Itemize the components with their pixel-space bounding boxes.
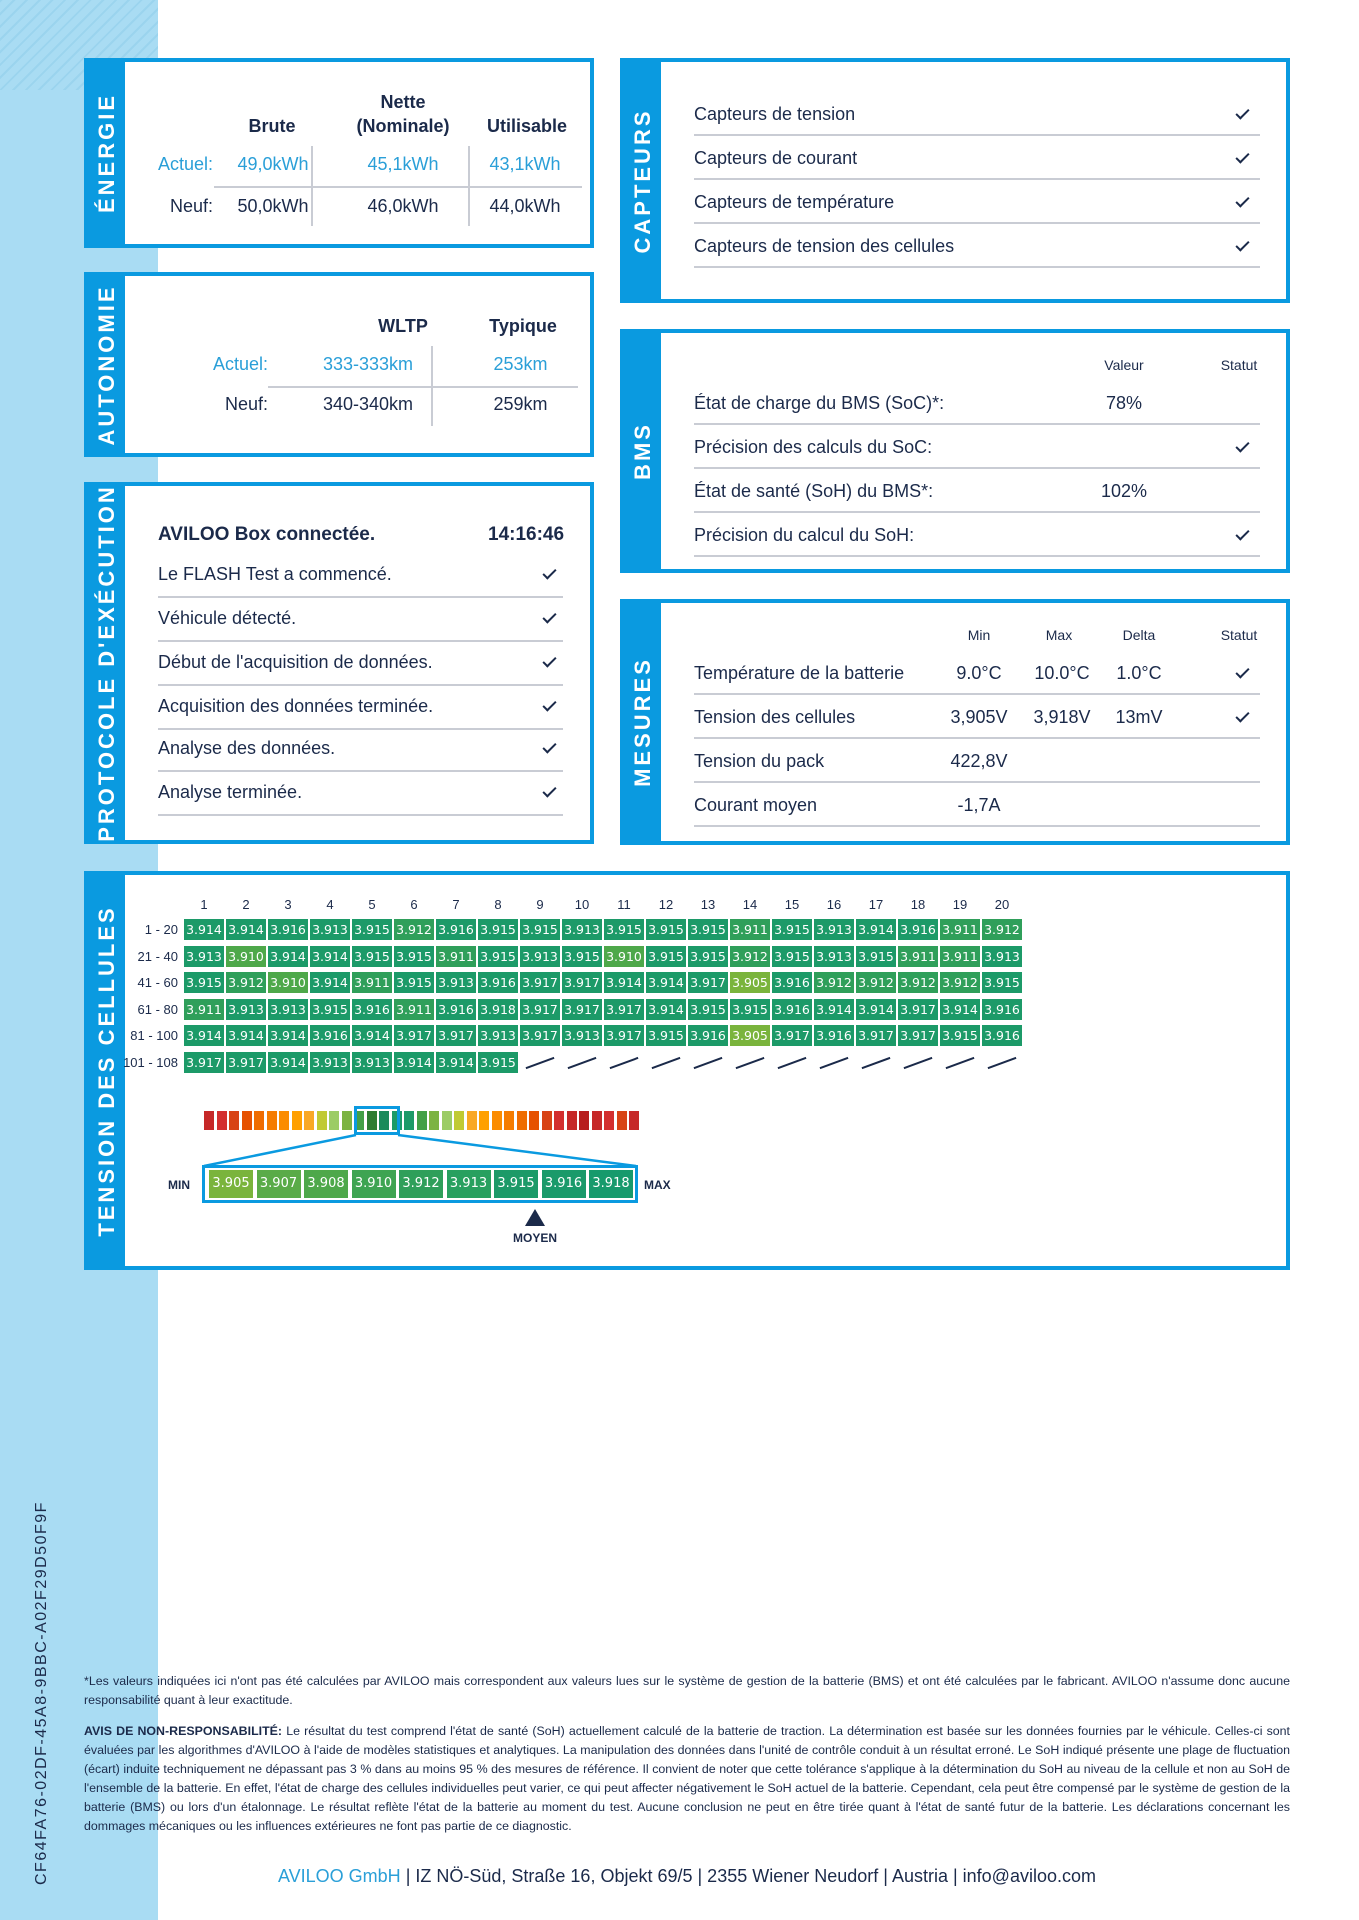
scale-value: 3.915 [492,1170,538,1198]
cell-voltage: 3.910 [226,946,266,967]
cell-voltage: 3.915 [646,1025,686,1046]
check-icon [1235,664,1249,678]
cell-voltage: 3.915 [646,919,686,940]
cell-voltage: 3.911 [730,919,770,940]
cell-voltage: 3.912 [730,946,770,967]
cell-voltage: 3.915 [688,919,728,940]
cell-voltage: 3.917 [520,972,560,993]
mesures-col-delta: Delta [1122,627,1156,643]
col-utilisable: Utilisable [486,116,568,136]
cell-voltage: 3.914 [310,946,350,967]
cell-voltage: 3.916 [478,972,518,993]
protocole-divider [158,684,563,686]
cell-voltage: 3.914 [814,999,854,1020]
actuel-label: Actuel: [157,154,213,174]
mesure-delta: 13mV [1115,707,1163,727]
row-label: 61 - 80 [137,1001,178,1017]
autonomie-neuf-label: Neuf: [224,394,268,414]
protocole-panel [84,482,594,844]
column-number: 12 [658,897,674,912]
cell-voltage: 3.913 [814,919,854,940]
cell-voltage: 3.911 [436,946,476,967]
column-number: 20 [994,897,1010,912]
autonomie-actuel-label: Actuel: [212,354,268,374]
protocole-header: AVILOO Box connectée. [158,524,376,545]
mesure-min: 3,905V [950,707,1008,727]
cell-voltage: 3.911 [184,999,224,1020]
mesure-max: 3,918V [1033,707,1091,727]
cell-voltage: 3.916 [982,999,1022,1020]
column-number: 2 [242,897,250,912]
col-brute: Brute [248,116,296,136]
row-label: 101 - 108 [123,1054,178,1070]
cell-voltage: 3.913 [310,1052,350,1073]
cell-voltage: 3.915 [310,999,350,1020]
column-number: 6 [410,897,418,912]
scale-value: 3.908 [302,1170,348,1198]
column-number: 8 [494,897,502,912]
scale-value: 3.916 [540,1170,586,1198]
cell-voltage: 3.915 [940,1025,980,1046]
autonomie-neuf-wltp: 340-340km [322,394,414,414]
cell-voltage: 3.914 [352,1025,392,1046]
cell-voltage: 3.915 [478,946,518,967]
column-number: 9 [536,897,544,912]
check-icon [1235,105,1249,119]
cell-voltage: 3.917 [562,972,602,993]
cell-voltage: 3.910 [268,972,308,993]
cell-voltage: 3.912 [982,919,1022,940]
row-label: 81 - 100 [130,1028,178,1043]
cell-voltage: 3.905 [730,972,770,993]
scale-max-label: MAX [644,1178,671,1192]
mesures-col-min: Min [967,627,991,643]
cell-voltage: 3.914 [184,1025,224,1046]
cell-voltage: 3.913 [226,999,266,1020]
autonomie-actuel-wltp: 333-333km [322,354,414,374]
cell-voltage: 3.915 [394,972,434,993]
cell-voltage: 3.917 [436,1025,476,1046]
energy-neuf-utilisable: 44,0kWh [489,196,561,216]
document-id: CF64FA76-02DF-45A8-9BBC-A02F29D50F9F [33,1501,50,1885]
bms-row-label: État de charge du BMS (SoC)*: [694,393,945,413]
cell-voltage: 3.916 [268,919,308,940]
mesure-divider [694,825,1260,827]
column-number: 10 [574,897,590,912]
cell-voltage: 3.915 [772,946,812,967]
check-icon [542,653,556,667]
check-icon [1235,193,1249,207]
cell-voltage: 3.915 [394,946,434,967]
cell-voltage: 3.916 [982,1025,1022,1046]
cell-voltage: 3.913 [562,1025,602,1046]
capteur-divider [694,178,1260,180]
cell-voltage: 3.911 [898,946,938,967]
cell-voltage: 3.914 [940,999,980,1020]
capteur-item: Capteurs de courant [694,148,858,168]
cell-voltage: 3.915 [856,946,896,967]
cell-voltage: 3.914 [184,919,224,940]
cell-voltage: 3.916 [898,919,938,940]
protocole-divider [158,640,563,642]
cell-voltage: 3.918 [478,999,518,1020]
footer-note: *Les valeurs indiquées ici n'ont pas été calculées par AVILOO mais correspondent aux valeurs lues sur le système de gestion de la batterie (BMS) et ont été calculées par le fabricant. AVILOO n'assume donc aucune responsabilité quant à leur exactitude. [84,1674,1290,1707]
protocole-item: Le FLASH Test a commencé. [158,564,392,584]
bms-col-statut: Statut [1220,357,1258,373]
energy-title: ÉNERGIE [93,92,119,214]
protocole-item: Acquisition des données terminée. [158,696,434,716]
footer-contact [84,1866,1290,1887]
scale-value: 3.913 [445,1170,491,1198]
cell-voltage: 3.913 [268,999,308,1020]
cell-voltage: 3.914 [268,1052,308,1073]
check-icon [1235,237,1249,251]
bms-divider [694,423,1260,425]
energy-actuel-nette: 45,1kWh [367,154,439,174]
cell-voltage: 3.912 [394,919,434,940]
cell-voltage: 3.915 [478,919,518,940]
cell-voltage: 3.913 [814,946,854,967]
cell-voltage: 3.913 [520,946,560,967]
cell-voltage: 3.915 [478,1052,518,1073]
check-icon [1235,708,1249,722]
scale-value: 3.905 [207,1170,253,1198]
capteurs-title: CAPTEURS [629,107,655,254]
capteur-item: Capteurs de température [694,192,895,212]
neuf-label: Neuf: [169,196,213,216]
check-icon [542,739,556,753]
column-number: 19 [952,897,968,912]
cell-voltage: 3.910 [604,946,644,967]
check-icon [542,565,556,579]
cell-voltage: 3.915 [604,919,644,940]
protocole-item: Début de l'acquisition de données. [158,652,433,672]
mesure-label: Tension des cellules [694,707,856,727]
protocole-item: Analyse terminée. [158,782,303,802]
column-number: 13 [700,897,716,912]
bms-title: BMS [629,422,655,480]
protocole-divider [158,814,563,816]
column-number: 16 [826,897,842,912]
cell-voltage: 3.916 [352,999,392,1020]
column-number: 7 [452,897,460,912]
scale-value: 3.912 [397,1170,443,1198]
average-marker-icon [525,1209,545,1226]
capteur-divider [694,222,1260,224]
mesure-label: Température de la batterie [694,663,905,683]
mesures-col-max: Max [1045,627,1073,643]
capteur-item: Capteurs de tension des cellules [694,236,955,256]
autonomie-actuel-typique: 253km [493,354,548,374]
cell-voltage: 3.914 [394,1052,434,1073]
column-number: 5 [368,897,376,912]
cellules-panel [84,871,1290,1270]
bms-row-label: Précision des calculs du SoC: [694,437,933,457]
cell-voltage: 3.915 [688,946,728,967]
cell-voltage: 3.916 [772,972,812,993]
mesure-label: Tension du pack [694,751,825,771]
cell-voltage: 3.916 [688,1025,728,1046]
protocole-tab [88,486,125,840]
energy-neuf-nette: 46,0kWh [367,196,439,216]
bms-row-value: 102% [1100,481,1148,501]
mesure-divider [694,781,1260,783]
check-icon [542,609,556,623]
col-nette-line1: Nette [380,92,426,112]
col-wltp: WLTP [378,316,428,336]
cell-voltage: 3.917 [520,1025,560,1046]
mesure-min: 422,8V [950,751,1008,771]
cell-voltage: 3.905 [730,1025,770,1046]
company-name: AVILOO GmbH [277,1866,401,1886]
bms-row-label: Précision du calcul du SoH: [694,525,915,545]
col-typique: Typique [489,316,557,336]
mesure-min: -1,7A [957,795,1001,815]
column-number: 11 [617,897,631,912]
cell-voltage: 3.916 [436,999,476,1020]
cell-voltage: 3.914 [226,1025,266,1046]
cell-voltage: 3.914 [226,919,266,940]
cell-voltage: 3.916 [310,1025,350,1046]
energy-panel [84,58,594,248]
protocole-divider [158,770,563,772]
column-number: 3 [284,897,292,912]
cell-voltage: 3.914 [856,919,896,940]
cell-voltage: 3.911 [352,972,392,993]
cell-voltage: 3.917 [772,1025,812,1046]
protocole-divider [158,596,563,598]
energy-tab [88,62,125,244]
cell-voltage: 3.915 [730,999,770,1020]
scale-value: 3.918 [587,1170,633,1198]
cell-voltage: 3.916 [436,919,476,940]
cell-voltage: 3.913 [436,972,476,993]
mesure-divider [694,693,1260,695]
row-label: 21 - 40 [137,948,178,964]
column-number: 14 [742,897,758,912]
cell-voltage: 3.915 [688,999,728,1020]
cellules-title: TENSION DES CELLULES [93,904,119,1237]
scale-value: 3.907 [255,1170,301,1198]
mesure-divider [694,737,1260,739]
cell-voltage: 3.913 [352,1052,392,1073]
cell-voltage: 3.911 [940,919,980,940]
disclaimer-title: AVIS DE NON-RESPONSABILITÉ: [84,1724,283,1738]
mesure-max: 10.0°C [1034,663,1090,683]
cell-voltage: 3.915 [646,946,686,967]
cell-voltage: 3.914 [436,1052,476,1073]
check-icon [1235,526,1249,540]
zoom-connector [88,875,1288,1275]
protocole-item: Véhicule détecté. [158,608,297,628]
mesure-delta: 1.0°C [1116,663,1162,683]
cell-voltage: 3.917 [562,999,602,1020]
cell-voltage: 3.914 [856,999,896,1020]
cell-voltage: 3.914 [604,972,644,993]
bms-divider [694,467,1260,469]
cell-voltage: 3.911 [940,946,980,967]
cell-voltage: 3.913 [562,919,602,940]
cell-voltage: 3.917 [226,1052,266,1073]
cell-voltage: 3.917 [604,999,644,1020]
mesure-label: Courant moyen [694,795,818,815]
bms-row-label: État de santé (SoH) du BMS*: [694,481,934,501]
column-number: 18 [910,897,926,912]
bms-divider [694,511,1260,513]
col-nette-line2: (Nominale) [356,116,450,136]
cell-voltage: 3.916 [772,999,812,1020]
capteur-divider [694,134,1260,136]
row-label: 41 - 60 [137,975,178,990]
cell-voltage: 3.912 [940,972,980,993]
mesures-tab [624,603,661,841]
capteurs-tab [624,62,661,299]
column-number: 4 [326,897,334,912]
cell-voltage: 3.915 [184,972,224,993]
scale-min-label: MIN [168,1178,190,1192]
cell-voltage: 3.915 [772,919,812,940]
energy-actuel-utilisable: 43,1kWh [489,154,561,174]
cell-voltage: 3.913 [982,946,1022,967]
column-number: 1 [200,897,208,912]
autonomie-title: AUTONOMIE [93,283,119,446]
autonomie-panel [84,272,594,457]
cell-voltage: 3.914 [310,972,350,993]
check-icon [542,697,556,711]
check-icon [542,783,556,797]
footer-disclaimer [84,1722,1290,1836]
bms-panel [620,329,1290,573]
cell-voltage: 3.913 [184,946,224,967]
capteur-divider [694,266,1260,268]
bms-col-valeur: Valeur [1104,357,1144,373]
cell-voltage: 3.911 [394,999,434,1020]
cell-voltage: 3.917 [520,999,560,1020]
mesures-panel [620,599,1290,845]
bms-row-value: 78% [1105,393,1143,413]
cell-voltage: 3.917 [856,1025,896,1046]
cell-voltage: 3.914 [646,972,686,993]
cell-voltage: 3.912 [856,972,896,993]
autonomie-neuf-typique: 259km [493,394,548,414]
energy-neuf-brute: 50,0kWh [237,196,309,216]
energy-actuel-brute: 49,0kWh [237,154,309,174]
column-number: 17 [868,897,884,912]
cell-voltage: 3.915 [352,946,392,967]
capteur-item: Capteurs de tension [694,104,856,124]
cell-voltage: 3.917 [604,1025,644,1046]
cell-voltage: 3.912 [226,972,266,993]
cell-voltage: 3.915 [562,946,602,967]
capteurs-panel [620,58,1290,303]
cell-voltage: 3.914 [268,946,308,967]
cell-voltage: 3.912 [814,972,854,993]
column-number: 15 [784,897,800,912]
cell-voltage: 3.915 [520,919,560,940]
cell-voltage: 3.917 [688,972,728,993]
scale-value: 3.910 [350,1170,396,1198]
check-icon [1235,149,1249,163]
cell-voltage: 3.913 [478,1025,518,1046]
cell-voltage: 3.917 [898,999,938,1020]
protocole-divider [158,728,563,730]
cell-voltage: 3.917 [394,1025,434,1046]
mesures-col-statut: Statut [1220,627,1258,643]
bms-divider [694,555,1260,557]
row-label: 1 - 20 [144,922,178,937]
check-icon [1235,438,1249,452]
protocole-title: PROTOCOLE D'EXÉCUTION [93,484,119,842]
scale-avg-label: MOYEN [512,1231,557,1245]
autonomie-tab [88,276,125,453]
bms-tab [624,333,661,569]
cell-voltage: 3.912 [898,972,938,993]
mesures-title: MESURES [629,657,655,787]
cell-voltage: 3.913 [310,919,350,940]
cell-voltage: 3.914 [646,999,686,1020]
cell-voltage: 3.917 [898,1025,938,1046]
cell-voltage: 3.916 [814,1025,854,1046]
cell-voltage: 3.914 [268,1025,308,1046]
cell-voltage: 3.917 [184,1052,224,1073]
cell-voltage: 3.915 [352,919,392,940]
protocole-time: 14:16:46 [488,524,565,545]
protocole-item: Analyse des données. [158,738,336,758]
mesure-min: 9.0°C [956,663,1002,683]
disclaimer-text: Le résultat du test comprend l'état de santé (SoH) actuellement calculé de la batterie de traction. La détermination est basée sur les données fournies par le véhicule. Celles-ci sont évaluées par les algorithmes d'AVILOO à l'aide de modèles statistiques et analytiques. La manipulation des données dans l'unité de contrôle conduit à un résultat erroné. Le SoH indiqué présente une plage de fluctuation (écart) induite techniquement ne dépassant pas 3 % dans au moins 95 % des mesures de référence. Il convient de noter que cette tolérance s'applique à la détermination du SoH au niveau de la cellule et non au SoH de l'ensemble de la batterie. En effet, l'état de charge des cellules individuelles peut varier, ce qui peut affecter négativement le SoH actuel de la batterie. Cependant, cela peut être compensé par le système de gestion de la batterie (BMS) ou lors d'un étalonnage. Le résultat reflète l'état de la batterie au moment du test. Aucune conclusion ne peut en être tirée quant à l'état de santé futur de la batterie. Les déclarations concernant les dommages mécaniques ou les influences extérieures ne font pas partie de ce diagnostic. [84,1724,1290,1833]
cell-voltage: 3.915 [982,972,1022,993]
company-address: | IZ NÖ-Süd, Straße 16, Objekt 69/5 | 2355 Wiener Neudorf | Austria | info@aviloo.com [405,1866,1096,1886]
